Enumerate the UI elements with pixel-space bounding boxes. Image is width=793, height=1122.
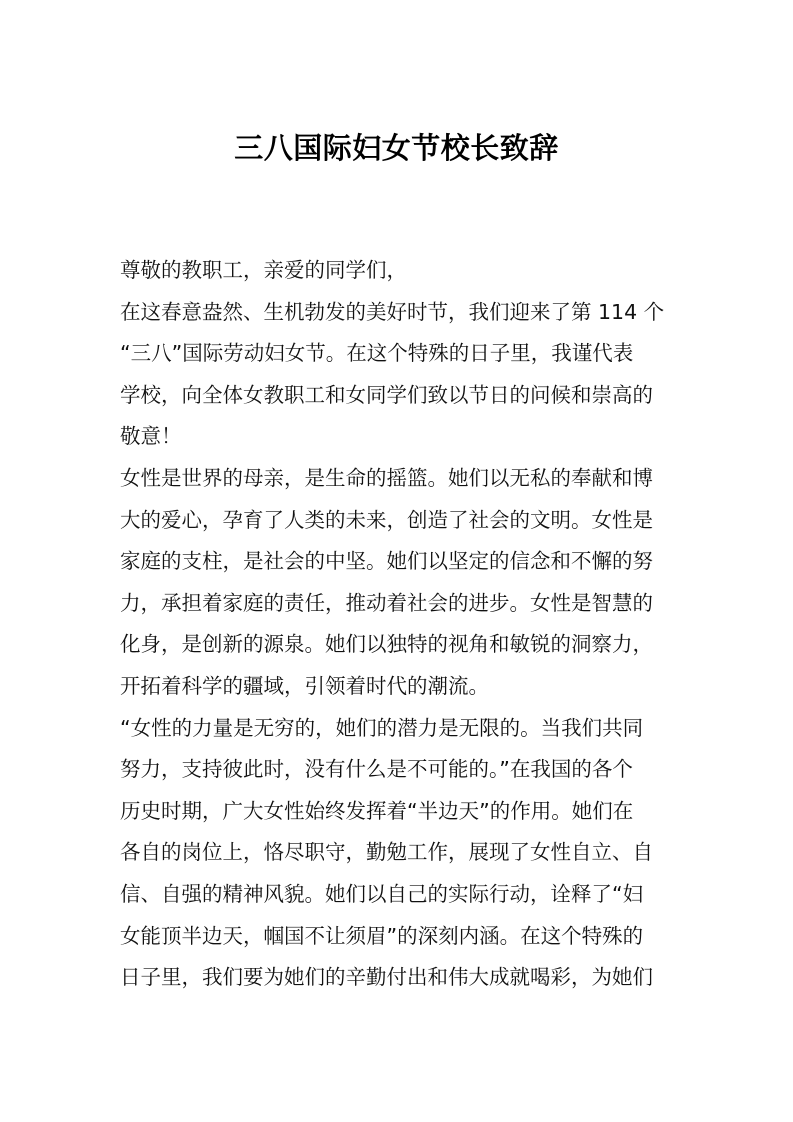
paragraph-1-line-1: 在这春意盎然、生机勃发的美好时节，我们迎来了第 114 个: [120, 299, 665, 324]
paragraph-3-line-2: 努力，支持彼此时，没有什么是不可能的。”在我国的各个: [120, 757, 633, 782]
paragraph-2-line-6: 开拓着科学的疆域，引领着时代的潮流。: [120, 673, 489, 698]
paragraph-3-line-1: “女性的力量是无穷的，她们的潜力是无限的。当我们共同: [120, 715, 644, 740]
paragraph-2-line-4: 力，承担着家庭的责任，推动着社会的进步。女性是智慧的: [120, 590, 653, 615]
paragraph-2-line-5: 化身，是创新的源泉。她们以独特的视角和敏锐的洞察力，: [120, 632, 653, 657]
paragraph-3-line-3: 历史时期，广大女性始终发挥着“半边天”的作用。她们在: [120, 798, 634, 823]
paragraph-1-line-3: 学校，向全体女教职工和女同学们致以节日的问候和崇高的: [120, 382, 653, 407]
paragraph-2-line-1: 女性是世界的母亲，是生命的摇篮。她们以无私的奉献和博: [120, 465, 653, 490]
paragraph-2-line-3: 家庭的支柱，是社会的中坚。她们以坚定的信念和不懈的努: [120, 549, 653, 574]
document-body: [120, 250, 680, 999]
paragraph-3-line-4: 各自的岗位上，恪尽职守，勤勉工作，展现了女性自立、自: [120, 840, 653, 865]
paragraph-1-line-2: “三八”国际劳动妇女节。在这个特殊的日子里，我谨代表: [120, 341, 634, 366]
paragraph-3-line-6: 女能顶半边天，帼国不让须眉”的深刻内涵。在这个特殊的: [120, 923, 644, 948]
paragraph-1-line-4: 敬意！: [120, 424, 182, 449]
paragraph-3-line-7: 日子里，我们要为她们的辛勤付出和伟大成就喝彩，为她们: [120, 965, 653, 990]
greeting-line: 尊敬的教职工，亲爱的同学们，: [120, 258, 407, 282]
paragraph-2-line-2: 大的爱心，孕育了人类的未来，创造了社会的文明。女性是: [120, 507, 653, 532]
document-title: 三八国际妇女节校长致辞: [234, 131, 559, 165]
paragraph-3-line-5: 信、自强的精神风貌。她们以自己的实际行动，诠释了“妇: [120, 881, 644, 906]
